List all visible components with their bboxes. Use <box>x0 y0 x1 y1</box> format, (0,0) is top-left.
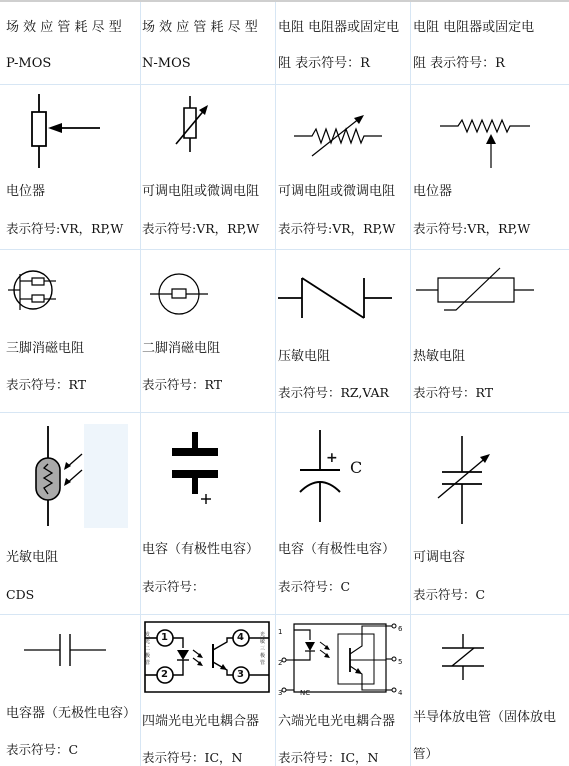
column-divider <box>275 2 276 766</box>
pin-number: 4 <box>237 632 244 643</box>
pin-number: 5 <box>398 658 403 666</box>
component-name: 六端光电光电耦合器 <box>278 714 396 729</box>
pin-number: 1 <box>161 632 168 643</box>
component-name: 三脚消磁电阻 <box>6 341 85 356</box>
column-divider <box>140 2 141 766</box>
cell-text-line2: P-MOS <box>6 56 52 71</box>
cell-text-line1: 电阻 电阻器或固定电 <box>278 20 400 35</box>
trimmer-resistor-icon <box>168 94 218 156</box>
component-name: 可调电容 <box>413 550 466 565</box>
component-code: 表示符号：IC，N <box>142 750 243 765</box>
component-name: 光敏电阻 <box>6 550 59 565</box>
component-code: 表示符号:VR，RP,W <box>413 221 531 236</box>
component-code: 表示符号：C <box>413 587 486 602</box>
component-code: 表示符号：IC，N <box>278 750 379 765</box>
component-code: CDS <box>6 587 35 602</box>
pin-number: 3 <box>237 669 244 680</box>
cell-text-line1: 电阻 电阻器或固定电 <box>413 20 535 35</box>
component-code: 表示符号： <box>142 579 205 594</box>
row-divider <box>0 84 569 85</box>
no-connect-label: NC <box>300 689 311 697</box>
thermistor-icon <box>414 264 538 314</box>
pin-number: 6 <box>398 625 403 633</box>
component-code: 表示符号:VR，RP,W <box>142 221 260 236</box>
three-pin-degaussing-resistor-icon <box>6 264 66 316</box>
row-divider <box>0 614 569 615</box>
cell-text-line2: N-MOS <box>142 56 191 71</box>
component-name: 电容（有极性电容） <box>278 542 396 557</box>
component-name: 四端光电光电耦合器 <box>142 714 260 729</box>
component-code: 表示符号:VR，RP,W <box>6 221 124 236</box>
photoresistor-icon <box>20 422 130 532</box>
pin-number: 2 <box>161 669 168 680</box>
optocoupler-led-label: 发光二极管 <box>145 632 151 666</box>
pin-number: 4 <box>398 689 403 697</box>
semiconductor-discharge-tube-icon <box>438 632 488 682</box>
row-divider <box>0 412 569 413</box>
potentiometer-zigzag-icon <box>438 110 538 170</box>
component-name: 电容器（无极性电容） <box>6 706 137 721</box>
component-code: 表示符号：RZ,VAR <box>278 385 389 400</box>
component-code: 表示符号：C <box>6 742 79 757</box>
component-name: 热敏电阻 <box>413 349 466 364</box>
varistor-icon <box>278 270 398 324</box>
component-code: 表示符号:VR，RP,W <box>278 221 396 236</box>
component-code: 表示符号：RT <box>6 377 87 392</box>
variable-resistor-zigzag-icon <box>292 110 402 160</box>
component-name: 电位器 <box>413 184 453 199</box>
two-pin-degaussing-resistor-icon <box>146 270 216 320</box>
variable-capacitor-icon <box>430 434 500 526</box>
capacitor-letter-label: C <box>350 458 363 477</box>
component-name: 压敏电阻 <box>278 349 331 364</box>
cell-text-line1: 场 效 应 管 耗 尽 型 <box>6 20 122 35</box>
six-pin-optocoupler-icon <box>280 620 406 696</box>
component-name: 可调电阻或微调电阻 <box>278 184 396 199</box>
component-name: 电位器 <box>6 184 46 199</box>
component-name: 半导体放电管（固体放电 <box>413 710 557 725</box>
component-name: 可调电阻或微调电阻 <box>142 184 260 199</box>
polarized-capacitor-icon <box>166 430 226 512</box>
component-name: 电容（有极性电容） <box>142 542 260 557</box>
component-code: 表示符号：RT <box>413 385 494 400</box>
row-divider <box>0 249 569 250</box>
cell-text-line2: 阻 表示符号：R <box>413 56 505 71</box>
component-code: 表示符号：C <box>278 579 351 594</box>
optocoupler-transistor-label: 光敏三极管 <box>260 632 266 666</box>
component-name: 二脚消磁电阻 <box>142 341 221 356</box>
cell-text-line2: 阻 表示符号：R <box>278 56 370 71</box>
electrolytic-capacitor-icon <box>296 428 386 524</box>
pin-number: 3 <box>278 689 283 697</box>
component-code: 表示符号：RT <box>142 377 223 392</box>
capacitor-icon <box>22 630 112 670</box>
plus-sign-label: + <box>326 450 338 466</box>
potentiometer-vertical-icon <box>22 92 107 172</box>
component-code: 管） <box>413 746 439 761</box>
pin-number: 1 <box>278 628 283 636</box>
pin-number: 2 <box>278 659 283 667</box>
column-divider <box>410 2 411 766</box>
cell-text-line1: 场 效 应 管 耗 尽 型 <box>142 20 258 35</box>
